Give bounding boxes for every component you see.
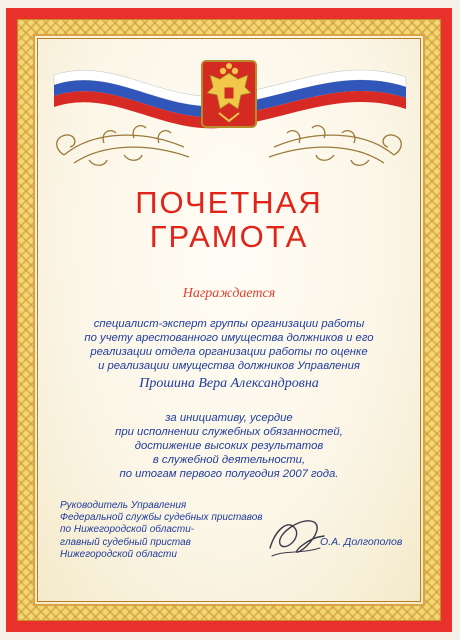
- recipient-position: [40, 317, 418, 373]
- recipient-name: Прошина Вера Александровна: [139, 376, 319, 391]
- reason-line: в служебной деятельности,: [152, 454, 306, 466]
- scroll-flourish-right: [269, 126, 401, 166]
- position-line: по учету арестованного имущества должников и его: [84, 332, 374, 344]
- position-line: реализации отдела организации работы по оценке: [90, 346, 368, 358]
- reason-line: за инициативу, усердие: [165, 412, 293, 424]
- reason-line: при исполнении служебных обязанностей,: [115, 426, 343, 438]
- awarded-heading: Награждается: [182, 286, 276, 301]
- title-line-1: ПОЧЕТНАЯ: [135, 185, 323, 220]
- issuer-line: Федеральной службы судебных приставов: [60, 512, 263, 524]
- position-line: и реализации имущества должников Управления: [98, 360, 360, 372]
- issuer-line: главный судебный пристав: [60, 536, 191, 548]
- scroll-flourish-left: [57, 126, 189, 166]
- issuer-line: по Нижегородской области-: [60, 524, 195, 536]
- issuer-line: Руководитель Управления: [60, 500, 187, 511]
- header-ornament: [34, 35, 424, 185]
- reason-line: достижение высоких результатов: [134, 440, 324, 452]
- position-line: специалист-эксперт группы организации работы: [93, 318, 365, 330]
- award-reason: [40, 411, 418, 481]
- title-line-2: ГРАМОТА: [149, 219, 309, 254]
- russian-coat-of-arms-icon: [202, 61, 256, 127]
- reason-line: по итогам первого полугодия 2007 года.: [119, 468, 339, 480]
- page-title: [40, 186, 418, 254]
- signer-name: О.А. Долгополов: [320, 536, 403, 548]
- issuer-line: Нижегородской области: [60, 548, 177, 560]
- issuer-block: [60, 500, 290, 561]
